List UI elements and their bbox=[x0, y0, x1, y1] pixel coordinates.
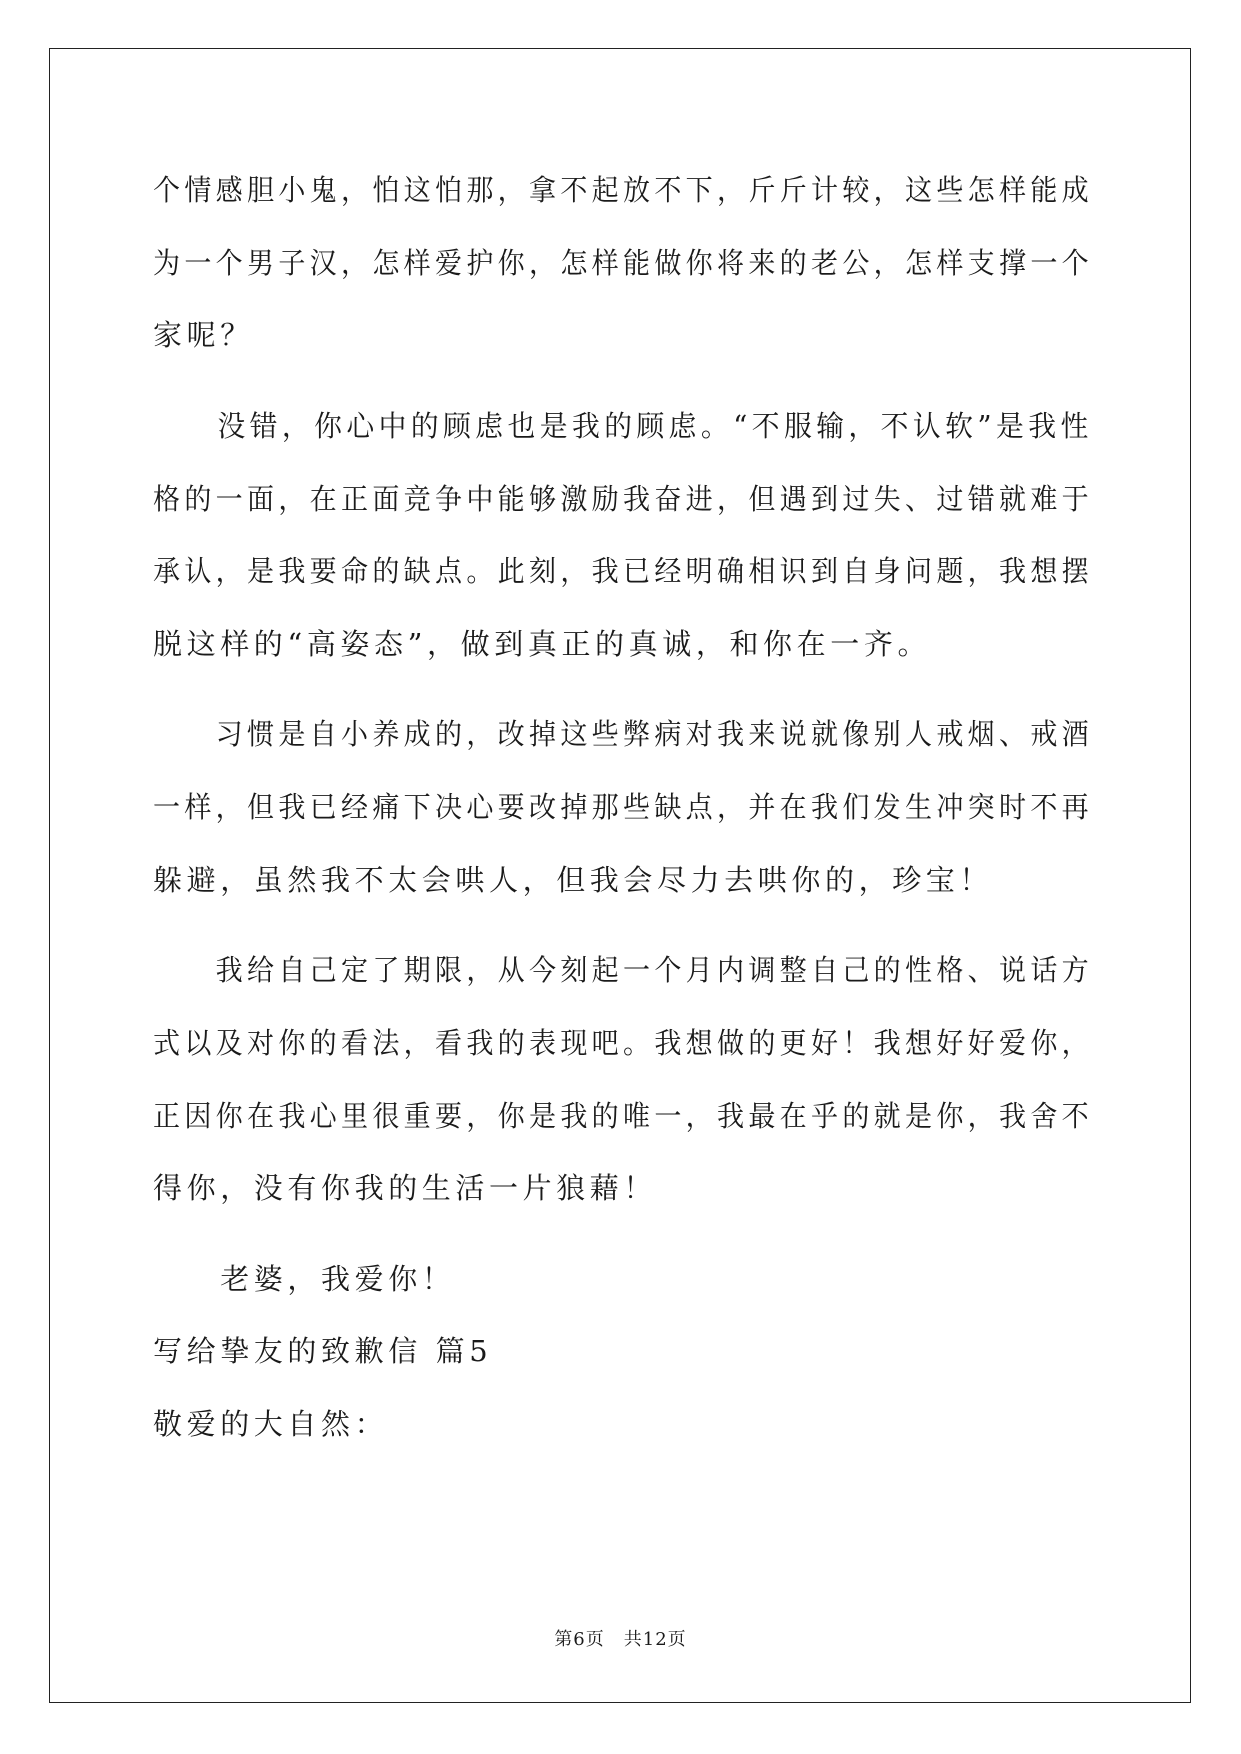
body-text-line: 家呢？ bbox=[153, 318, 254, 352]
body-text-line: 躲避，虽然我不太会哄人，但我会尽力去哄你的，珍宝！ bbox=[153, 863, 994, 897]
body-text-line: 正因你在我心里很重要，你是我的唯一，我最在乎的就是你，我舍不 bbox=[153, 1099, 1094, 1133]
body-text-line: 为一个男子汉，怎样爱护你，怎样能做你将来的老公，怎样支撑一个 bbox=[153, 246, 1094, 280]
section-heading: 写给挚友的致歉信 篇5 bbox=[153, 1334, 493, 1368]
body-text-line: 没错，你心中的顾虑也是我的顾虑。“不服输，不认软”是我性 bbox=[153, 409, 1093, 443]
body-text-line: 个情感胆小鬼，怕这怕那，拿不起放不下，斤斤计较，这些怎样能成 bbox=[153, 173, 1094, 207]
body-text-line: 习惯是自小养成的，改掉这些弊病对我来说就像别人戒烟、戒酒 bbox=[153, 717, 1094, 751]
body-text-line: 得你，没有你我的生活一片狼藉！ bbox=[153, 1171, 658, 1205]
body-text-line: 脱这样的“高姿态”，做到真正的真诚，和你在一齐。 bbox=[153, 627, 932, 661]
body-text-line: 式以及对你的看法，看我的表现吧。我想做的更好！我想好好爱你， bbox=[153, 1026, 1094, 1060]
body-text-line: 一样，但我已经痛下决心要改掉那些缺点，并在我们发生冲突时不再 bbox=[153, 790, 1094, 824]
body-text-line: 老婆，我爱你！ bbox=[153, 1262, 456, 1296]
body-text-line: 我给自己定了期限，从今刻起一个月内调整自己的性格、说话方 bbox=[153, 953, 1094, 987]
salutation: 敬爱的大自然： bbox=[153, 1407, 389, 1441]
page-number-footer: 第6页 共12页 bbox=[554, 1629, 687, 1650]
body-text-line: 格的一面，在正面竞争中能够激励我奋进，但遇到过失、过错就难于 bbox=[153, 482, 1094, 516]
body-text-line: 承认，是我要命的缺点。此刻，我已经明确相识到自身问题，我想摆 bbox=[153, 554, 1094, 588]
